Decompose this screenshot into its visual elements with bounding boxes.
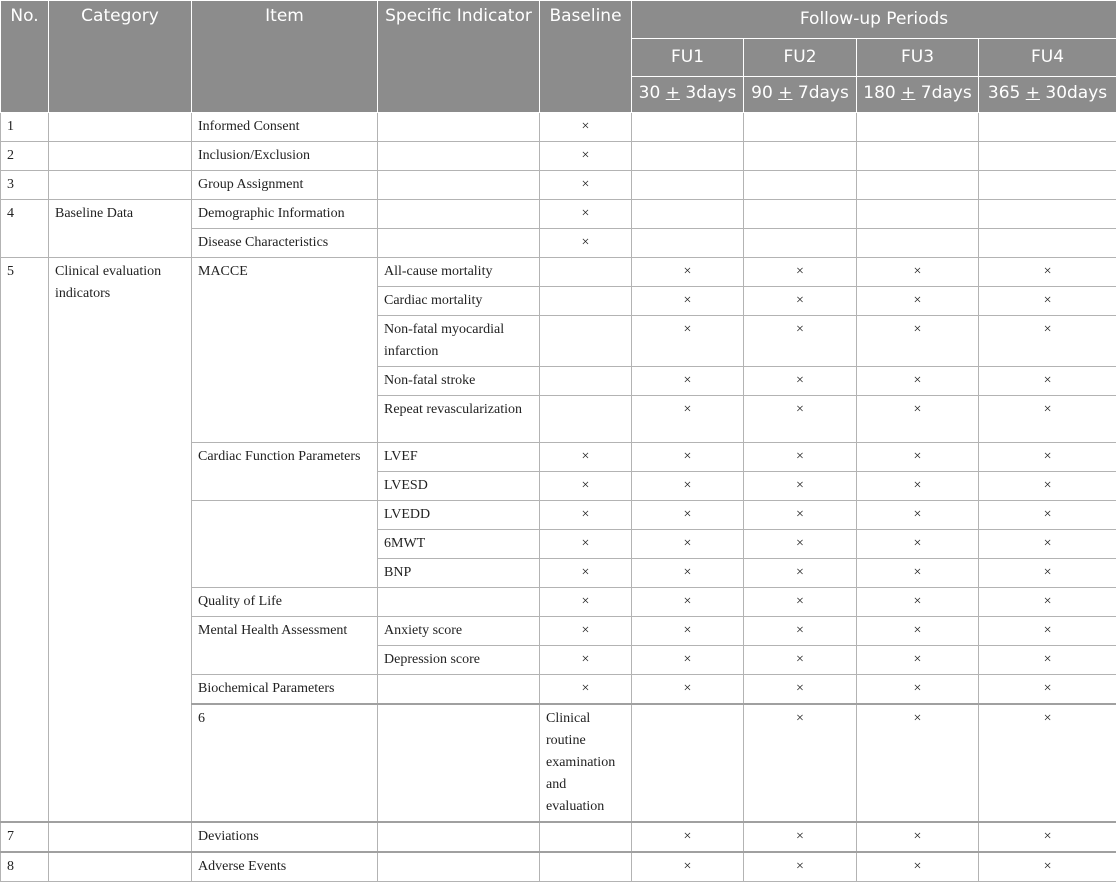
fu1-mark	[632, 142, 744, 171]
header-baseline: Baseline	[540, 1, 632, 113]
fu4-mark	[979, 229, 1116, 258]
header-follow-up-periods: Follow-up Periods	[632, 1, 1116, 39]
row-number: 7	[1, 822, 49, 852]
indicator-cell	[378, 229, 540, 258]
fu3-mark: ×	[857, 287, 979, 316]
fu3-mark	[857, 142, 979, 171]
table-row	[1, 171, 1116, 200]
baseline-mark: ×	[540, 588, 632, 617]
baseline-mark: ×	[540, 229, 632, 258]
fu2-mark	[744, 200, 857, 229]
fu1-mark: ×	[632, 822, 744, 852]
item-cell: Quality of Life	[192, 588, 378, 617]
header-specific-indicator: Specific Indicator	[378, 1, 540, 113]
fu1-mark	[632, 113, 744, 142]
indicator-cell	[378, 675, 540, 705]
indicator-cell: All-cause mortality	[378, 258, 540, 287]
item-cell	[192, 501, 378, 588]
indicator-cell	[378, 200, 540, 229]
indicator-cell: LVEF	[378, 443, 540, 472]
fu2-mark: ×	[979, 704, 1116, 822]
window-days: 365	[988, 83, 1026, 103]
item-cell: Informed Consent	[192, 113, 378, 142]
table-row	[1, 852, 1116, 882]
fu3-mark: ×	[857, 559, 979, 588]
fu1-mark: ×	[632, 559, 744, 588]
fu2-mark: ×	[744, 617, 857, 646]
indicator-cell	[378, 588, 540, 617]
window-days: 90	[751, 83, 778, 103]
baseline-mark: ×	[540, 200, 632, 229]
item-cell: Adverse Events	[192, 852, 378, 882]
fu4-mark: ×	[979, 396, 1116, 443]
window-tolerance: 7days	[915, 83, 971, 103]
fu2-mark: ×	[744, 822, 857, 852]
indicator-cell: BNP	[378, 559, 540, 588]
fu3-mark: ×	[857, 852, 979, 882]
baseline-mark	[540, 852, 632, 882]
row-number: 1	[1, 113, 49, 142]
baseline-mark: ×	[540, 675, 632, 705]
category-cell	[49, 822, 192, 852]
indicator-cell	[378, 852, 540, 882]
fu1-mark: ×	[632, 316, 744, 367]
header-fu2: FU2	[744, 39, 857, 77]
item-cell: Group Assignment	[192, 171, 378, 200]
plus-minus-sign: +	[666, 83, 680, 103]
fu3-mark	[857, 113, 979, 142]
baseline-mark: ×	[540, 617, 632, 646]
fu3-mark: ×	[857, 316, 979, 367]
fu3-mark: ×	[857, 530, 979, 559]
item-cell: Deviations	[192, 822, 378, 852]
row-number: 8	[1, 852, 49, 882]
fu1-mark: ×	[632, 258, 744, 287]
fu3-mark	[857, 171, 979, 200]
fu3-mark: ×	[857, 472, 979, 501]
fu1-mark: ×	[632, 530, 744, 559]
header-fu3: FU3	[857, 39, 979, 77]
indicator-cell: Non-fatal myocardial infarction	[378, 316, 540, 367]
baseline-mark: ×	[540, 472, 632, 501]
item-cell: Inclusion/Exclusion	[192, 142, 378, 171]
fu3-mark: ×	[857, 822, 979, 852]
fu1-mark: ×	[632, 287, 744, 316]
window-days: 180	[863, 83, 901, 103]
indicator-cell	[378, 822, 540, 852]
fu4-mark	[979, 200, 1116, 229]
header-fu1-window	[632, 77, 744, 113]
fu4-mark: ×	[979, 530, 1116, 559]
indicator-cell: Repeat revascularization	[378, 396, 540, 443]
header-fu2-window	[744, 77, 857, 113]
fu4-mark: ×	[979, 646, 1116, 675]
fu2-mark	[744, 113, 857, 142]
table-row	[1, 200, 1116, 229]
baseline-mark: ×	[540, 559, 632, 588]
item-cell: Mental Health Assessment	[192, 617, 378, 675]
fu2-mark	[744, 229, 857, 258]
fu2-mark: ×	[744, 443, 857, 472]
item-cell: Cardiac Function Parameters	[192, 443, 378, 501]
fu1-mark: ×	[632, 396, 744, 443]
fu2-mark: ×	[744, 367, 857, 396]
fu4-mark: ×	[979, 852, 1116, 882]
fu4-mark: ×	[979, 822, 1116, 852]
baseline-mark	[540, 367, 632, 396]
fu1-mark: ×	[632, 443, 744, 472]
fu4-mark	[979, 171, 1116, 200]
window-tolerance: 30days	[1040, 83, 1107, 103]
window-tolerance: 3days	[680, 83, 736, 103]
fu4-mark: ×	[979, 617, 1116, 646]
fu1-mark: ×	[632, 367, 744, 396]
category-cell	[49, 852, 192, 882]
fu3-mark: ×	[857, 617, 979, 646]
fu3-mark: ×	[857, 367, 979, 396]
fu3-mark	[857, 229, 979, 258]
indicator-cell: Cardiac mortality	[378, 287, 540, 316]
item-cell: Disease Characteristics	[192, 229, 378, 258]
item-cell: MACCE	[192, 258, 378, 443]
fu1-mark	[632, 229, 744, 258]
indicator-cell: Depression score	[378, 646, 540, 675]
table-row	[1, 142, 1116, 171]
fu1-mark: ×	[632, 852, 744, 882]
baseline-mark: ×	[540, 142, 632, 171]
fu2-mark: ×	[744, 287, 857, 316]
plus-minus-sign: +	[901, 83, 915, 103]
row-number: 2	[1, 142, 49, 171]
fu1-mark: ×	[632, 588, 744, 617]
fu2-mark: ×	[744, 852, 857, 882]
fu3-mark: ×	[857, 501, 979, 530]
window-tolerance: 7days	[792, 83, 848, 103]
header-fu3-window	[857, 77, 979, 113]
baseline-mark: ×	[540, 113, 632, 142]
fu1-mark	[632, 200, 744, 229]
fu1-mark: ×	[632, 646, 744, 675]
baseline-mark: ×	[540, 171, 632, 200]
fu1-mark	[632, 171, 744, 200]
fu3-mark: ×	[857, 258, 979, 287]
fu3-mark: ×	[857, 646, 979, 675]
fu2-mark: ×	[744, 258, 857, 287]
fu2-mark: ×	[744, 588, 857, 617]
category-cell	[49, 113, 192, 142]
row-number: 5	[1, 258, 49, 823]
row-number: 3	[1, 171, 49, 200]
baseline-mark: ×	[540, 646, 632, 675]
fu4-mark: ×	[979, 258, 1116, 287]
fu4-mark: ×	[979, 367, 1116, 396]
category-cell: Baseline Data	[49, 200, 192, 258]
fu3-mark: ×	[857, 443, 979, 472]
fu2-mark: ×	[744, 316, 857, 367]
indicator-cell: LVESD	[378, 472, 540, 501]
indicator-cell	[378, 142, 540, 171]
baseline-mark	[540, 316, 632, 367]
baseline-mark	[540, 822, 632, 852]
baseline-mark: ×	[744, 704, 857, 822]
fu4-mark: ×	[979, 287, 1116, 316]
fu2-mark: ×	[744, 472, 857, 501]
plus-minus-sign: +	[1026, 83, 1040, 103]
indicator-cell: Anxiety score	[378, 617, 540, 646]
category-cell	[49, 142, 192, 171]
fu4-mark: ×	[979, 472, 1116, 501]
table-row	[1, 822, 1116, 852]
baseline-mark	[540, 396, 632, 443]
fu4-mark	[979, 142, 1116, 171]
fu1-mark: ×	[632, 472, 744, 501]
fu1-mark: ×	[632, 675, 744, 705]
fu1-mark: ×	[857, 704, 979, 822]
table-row	[1, 258, 1116, 287]
plus-minus-sign: +	[778, 83, 792, 103]
fu2-mark: ×	[744, 530, 857, 559]
baseline-mark: ×	[540, 530, 632, 559]
fu3-mark: ×	[857, 588, 979, 617]
indicator-cell: Non-fatal stroke	[378, 367, 540, 396]
fu2-mark	[744, 171, 857, 200]
baseline-mark	[540, 258, 632, 287]
header-fu4: FU4	[979, 39, 1116, 77]
header-category: Category	[49, 1, 192, 113]
fu1-mark: ×	[632, 501, 744, 530]
indicator-cell: LVEDD	[378, 501, 540, 530]
fu1-mark: ×	[632, 617, 744, 646]
fu4-mark: ×	[979, 588, 1116, 617]
fu4-mark	[979, 113, 1116, 142]
header-fu4-window	[979, 77, 1116, 113]
baseline-mark: ×	[540, 501, 632, 530]
header-fu1: FU1	[632, 39, 744, 77]
fu2-mark	[744, 142, 857, 171]
fu4-mark: ×	[979, 316, 1116, 367]
fu2-mark: ×	[744, 675, 857, 705]
fu2-mark: ×	[744, 501, 857, 530]
item-cell: Clinical routine examination and evaluation	[540, 704, 632, 822]
fu2-mark: ×	[744, 646, 857, 675]
fu4-mark: ×	[979, 443, 1116, 472]
fu4-mark: ×	[979, 559, 1116, 588]
window-days: 30	[639, 83, 666, 103]
header-item: Item	[192, 1, 378, 113]
fu3-mark: ×	[857, 675, 979, 705]
fu3-mark: ×	[857, 396, 979, 443]
fu2-mark: ×	[744, 396, 857, 443]
item-cell: Demographic Information	[192, 200, 378, 229]
indicator-cell	[378, 113, 540, 142]
row-number: 6	[192, 704, 378, 822]
header-no: No.	[1, 1, 49, 113]
indicator-cell	[632, 704, 744, 822]
table-row	[1, 113, 1116, 142]
category-cell	[378, 704, 540, 822]
indicator-cell	[378, 171, 540, 200]
category-cell	[49, 171, 192, 200]
indicator-cell: 6MWT	[378, 530, 540, 559]
fu4-mark: ×	[979, 675, 1116, 705]
item-cell: Biochemical Parameters	[192, 675, 378, 705]
fu4-mark: ×	[979, 501, 1116, 530]
baseline-mark	[540, 287, 632, 316]
category-cell: Clinical evaluation indicators	[49, 258, 192, 823]
fu3-mark	[857, 200, 979, 229]
row-number: 4	[1, 200, 49, 258]
baseline-mark: ×	[540, 443, 632, 472]
fu2-mark: ×	[744, 559, 857, 588]
